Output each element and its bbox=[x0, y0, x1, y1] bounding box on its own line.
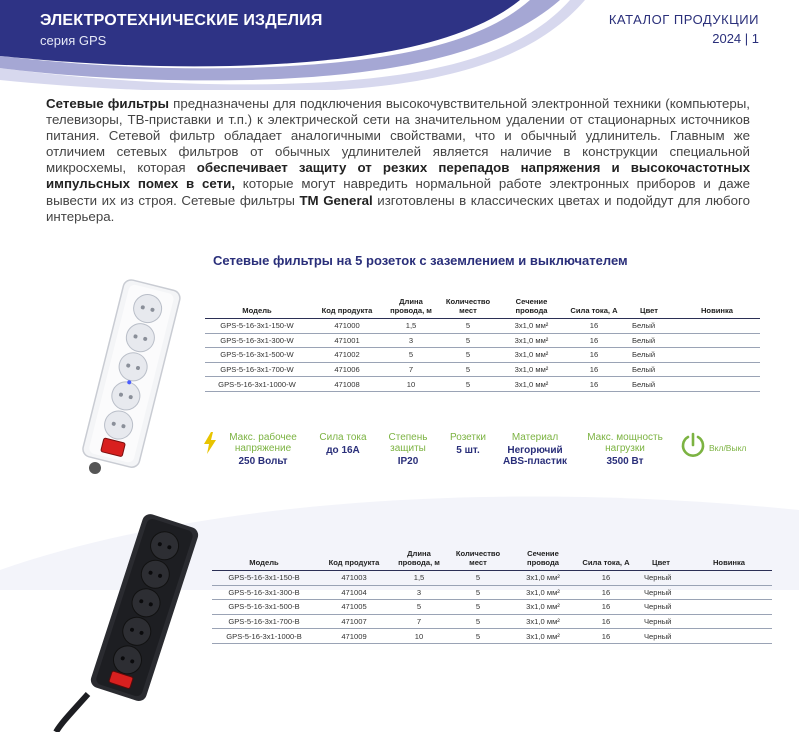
cell-length: 3 bbox=[392, 585, 446, 600]
cell-color: Черный bbox=[636, 600, 686, 615]
catalog-label: КАТАЛОГ ПРОДУКЦИИ bbox=[608, 12, 759, 27]
intro-bold-1: Сетевые фильтры bbox=[46, 96, 170, 111]
power-switch-icon bbox=[680, 432, 706, 458]
table-row bbox=[205, 362, 760, 377]
cell-new bbox=[686, 585, 772, 600]
feature-sockets bbox=[441, 432, 495, 456]
black-models-table bbox=[212, 549, 772, 644]
cell-section: 3х1,0 мм² bbox=[510, 614, 576, 629]
cell-code: 471006 bbox=[309, 362, 385, 377]
table-row bbox=[205, 348, 760, 363]
feature-label: Сила тока bbox=[319, 432, 367, 443]
col-new: Новинка bbox=[674, 297, 760, 319]
white-table-header bbox=[205, 297, 760, 319]
cell-count: 5 bbox=[446, 585, 510, 600]
col-new: Новинка bbox=[686, 549, 772, 571]
cell-count: 5 bbox=[446, 614, 510, 629]
cell-new bbox=[686, 629, 772, 644]
cell-section: 3х1,0 мм² bbox=[510, 629, 576, 644]
cell-length: 7 bbox=[392, 614, 446, 629]
cell-length: 1,5 bbox=[385, 319, 437, 334]
cell-length: 10 bbox=[392, 629, 446, 644]
feature-label: Материал bbox=[511, 432, 559, 443]
cell-new bbox=[686, 600, 772, 615]
page-number: 2024 | 1 bbox=[712, 31, 759, 46]
feature-value: 3500 Вт bbox=[606, 456, 644, 467]
col-color: Цвет bbox=[624, 297, 674, 319]
cell-code: 471003 bbox=[316, 571, 392, 586]
cell-new bbox=[674, 333, 760, 348]
header-meta bbox=[609, 12, 759, 46]
col-length: Длина провода, м bbox=[385, 297, 437, 319]
cell-section: 3х1,0 мм² bbox=[510, 571, 576, 586]
cell-section: 3х1,0 мм² bbox=[499, 333, 564, 348]
feature-value: 250 Вольт bbox=[238, 456, 288, 467]
cell-code: 471009 bbox=[316, 629, 392, 644]
col-section: Сечение провода bbox=[510, 549, 576, 571]
col-model: Модель bbox=[205, 297, 309, 319]
cell-color: Черный bbox=[636, 629, 686, 644]
cell-section: 3х1,0 мм² bbox=[510, 600, 576, 615]
feature-label: Макс. рабочее напряжение bbox=[229, 432, 297, 454]
cell-color: Белый bbox=[624, 319, 674, 334]
cell-model: GPS-5-16-3x1-1000-B bbox=[212, 629, 316, 644]
cell-count: 5 bbox=[437, 348, 499, 363]
table-row bbox=[205, 377, 760, 392]
cell-code: 471008 bbox=[309, 377, 385, 392]
cell-code: 471000 bbox=[309, 319, 385, 334]
cell-count: 5 bbox=[446, 571, 510, 586]
table-row bbox=[212, 585, 772, 600]
cell-model: GPS-5-16-3x1-300-W bbox=[205, 333, 309, 348]
cell-new bbox=[674, 377, 760, 392]
cell-section: 3х1,0 мм² bbox=[499, 348, 564, 363]
white-power-strip-image bbox=[62, 276, 212, 476]
feature-label: Макс. мощность нагрузки bbox=[587, 432, 663, 454]
cell-model: GPS-5-16-3x1-700-W bbox=[205, 362, 309, 377]
col-code: Код продукта bbox=[309, 297, 385, 319]
black-power-strip-image bbox=[52, 512, 212, 732]
cell-current: 16 bbox=[576, 585, 636, 600]
intro-bold-2: обеспечивает защиту от резких перепадов напряжения и высокочастотных импульсных помех в сети, bbox=[46, 160, 750, 192]
cell-length: 5 bbox=[392, 600, 446, 615]
intro-text-2: которые могут навредить нормальной работе электронных приборов и даже вывести их из строя. Сетевые фильтры bbox=[46, 176, 750, 208]
table-row bbox=[212, 600, 772, 615]
black-table-header bbox=[212, 549, 772, 571]
feature-power bbox=[580, 432, 670, 467]
intro-text-1: предназначены для подключения высокочувствительной электронной техники (компьютеры, телевизоры, ТВ-приставки и т.п.) к электрической сети на значительном удалении от стационарных источников питания. Сетевой фильтр обладает аналогичными свойствами, что и обычный удлинитель. Главным же отличием сетевых фильтров от обычных удлинителей является наличие в конструкции специальной микросхемы, которая bbox=[46, 96, 751, 176]
cell-new bbox=[674, 348, 760, 363]
feature-label: Степень защиты bbox=[388, 432, 428, 454]
cell-model: GPS-5-16-3x1-150-B bbox=[212, 571, 316, 586]
col-code: Код продукта bbox=[316, 549, 392, 571]
cell-current: 16 bbox=[576, 571, 636, 586]
cell-color: Черный bbox=[636, 585, 686, 600]
header-title: ЭЛЕКТРОТЕХНИЧЕСКИЕ ИЗДЕЛИЯ bbox=[40, 12, 323, 29]
cell-current: 16 bbox=[576, 600, 636, 615]
feature-value: IP20 bbox=[397, 456, 419, 467]
feature-value: Негорючий ABS-пластик bbox=[502, 445, 567, 467]
cell-current: 16 bbox=[564, 333, 624, 348]
col-current: Сила тока, А bbox=[576, 549, 636, 571]
cell-model: GPS-5-16-3x1-150-W bbox=[205, 319, 309, 334]
cell-section: 3х1,0 мм² bbox=[499, 362, 564, 377]
cell-current: 16 bbox=[576, 629, 636, 644]
cell-code: 471001 bbox=[309, 333, 385, 348]
table-row bbox=[205, 333, 760, 348]
cell-color: Черный bbox=[636, 571, 686, 586]
cell-count: 5 bbox=[437, 377, 499, 392]
header-series: серия GPS bbox=[40, 33, 107, 48]
features-row bbox=[200, 432, 720, 472]
cell-color: Белый bbox=[624, 362, 674, 377]
cell-section: 3х1,0 мм² bbox=[510, 585, 576, 600]
col-count: Количество мест bbox=[446, 549, 510, 571]
cell-model: GPS-5-16-3x1-1000-W bbox=[205, 377, 309, 392]
cell-section: 3х1,0 мм² bbox=[499, 319, 564, 334]
cell-length: 10 bbox=[385, 377, 437, 392]
feature-material bbox=[497, 432, 573, 467]
cell-current: 16 bbox=[564, 362, 624, 377]
cell-new bbox=[674, 362, 760, 377]
cell-color: Белый bbox=[624, 333, 674, 348]
section-title: Сетевые фильтры на 5 розеток с заземлением и выключателем bbox=[213, 253, 628, 268]
col-length: Длина провода, м bbox=[392, 549, 446, 571]
white-models-table bbox=[205, 297, 760, 392]
table-row bbox=[212, 629, 772, 644]
switch-label: Вкл/Выкл bbox=[709, 443, 747, 453]
cell-code: 471002 bbox=[309, 348, 385, 363]
intro-paragraph bbox=[46, 96, 750, 225]
cell-section: 3х1,0 мм² bbox=[499, 377, 564, 392]
col-section: Сечение провода bbox=[499, 297, 564, 319]
cell-current: 16 bbox=[564, 377, 624, 392]
cell-count: 5 bbox=[446, 600, 510, 615]
cell-code: 471004 bbox=[316, 585, 392, 600]
cell-current: 16 bbox=[564, 319, 624, 334]
col-model: Модель bbox=[212, 549, 316, 571]
cell-color: Белый bbox=[624, 348, 674, 363]
intro-text-3: изготовлены в классических цветах и подойдут для любого интерьера. bbox=[46, 192, 750, 224]
feature-value: 5 шт. bbox=[456, 445, 480, 456]
feature-current bbox=[313, 432, 373, 456]
col-count: Количество мест bbox=[437, 297, 499, 319]
cell-current: 16 bbox=[576, 614, 636, 629]
cell-model: GPS-5-16-3x1-500-W bbox=[205, 348, 309, 363]
cell-length: 3 bbox=[385, 333, 437, 348]
cell-length: 5 bbox=[385, 348, 437, 363]
table-row bbox=[212, 614, 772, 629]
cell-model: GPS-5-16-3x1-500-B bbox=[212, 600, 316, 615]
cell-count: 5 bbox=[437, 333, 499, 348]
cell-new bbox=[686, 614, 772, 629]
feature-label: Розетки bbox=[450, 432, 486, 443]
cell-color: Черный bbox=[636, 614, 686, 629]
feature-voltage bbox=[220, 432, 306, 467]
cell-model: GPS-5-16-3x1-300-B bbox=[212, 585, 316, 600]
col-color: Цвет bbox=[636, 549, 686, 571]
feature-value: до 16А bbox=[326, 445, 360, 456]
cell-count: 5 bbox=[437, 362, 499, 377]
cell-color: Белый bbox=[624, 377, 674, 392]
feature-protection bbox=[378, 432, 438, 467]
cell-new bbox=[686, 571, 772, 586]
cell-model: GPS-5-16-3x1-700-B bbox=[212, 614, 316, 629]
cell-count: 5 bbox=[446, 629, 510, 644]
cell-count: 5 bbox=[437, 319, 499, 334]
table-row bbox=[212, 571, 772, 586]
cell-current: 16 bbox=[564, 348, 624, 363]
cell-code: 471007 bbox=[316, 614, 392, 629]
cell-code: 471005 bbox=[316, 600, 392, 615]
intro-bold-3: TM General bbox=[299, 192, 373, 208]
cell-length: 1,5 bbox=[392, 571, 446, 586]
table-row bbox=[205, 319, 760, 334]
col-current: Сила тока, А bbox=[564, 297, 624, 319]
cell-length: 7 bbox=[385, 362, 437, 377]
cell-new bbox=[674, 319, 760, 334]
